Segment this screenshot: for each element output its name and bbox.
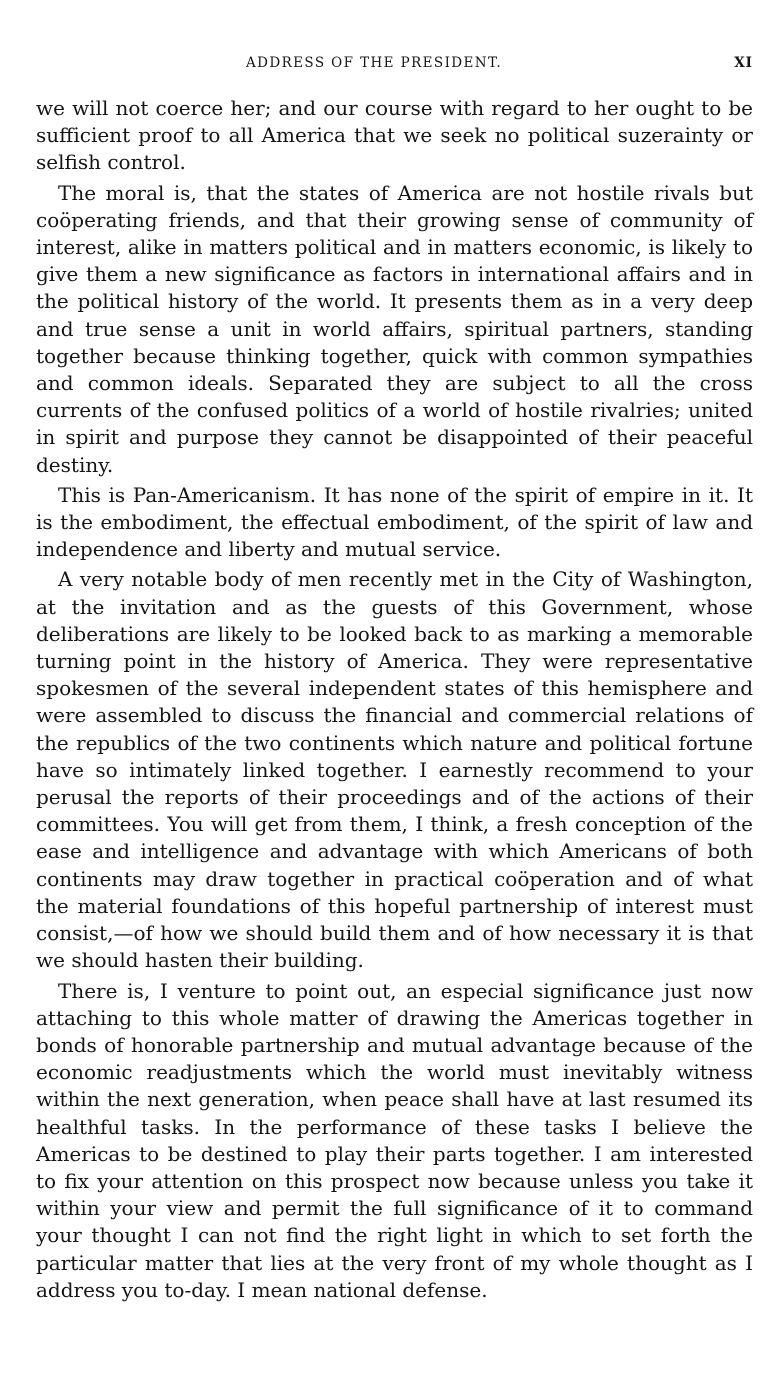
paragraph-moral: The moral is, that the states of America are not hostile rivals but coöperating friends, and that their growing sense of community of interest, alike in matters political and in matters economic, is likely to give them a new significance as factors in international affairs and in the political history of the world. It presents them as in a very deep and true sense a unit in world affairs, spiritual partners, standing together because thinking together, quick with common sympathies and common ideals. Separated they are subject to all the cross currents of the confused politics of a world of hostile rivalries; united in spirit and purpose they cannot be disappointed of their peaceful destiny. bbox=[36, 180, 753, 477]
address-text bbox=[36, 95, 753, 1307]
page-number: XI bbox=[734, 55, 753, 71]
running-header bbox=[36, 52, 753, 74]
running-title: ADDRESS OF THE PRESIDENT. bbox=[246, 55, 503, 71]
paragraph-washington-meeting: A very notable body of men recently met in the City of Washington, at the invitation and as the guests of this Government, whose deliberations are likely to be looked back to as marking a memorable turning point in the history of America. They were representative spokesmen of the several independent states of this hemisphere and were assembled to discuss the financial and commercial relations of the republics of the two continents which nature and political fortune have so intimately linked together. I earnestly recommend to your perusal the reports of their proceedings and of the actions of their committees. You will get from them, I think, a fresh conception of the ease and intelligence and advantage with which Americans of both continents may draw together in practical coöperation and of what the material foundations of this hopeful partnership of interest must consist,—of how we should build them and of how necessary it is that we should hasten their building. bbox=[36, 567, 753, 973]
paragraph-national-defense: There is, I venture to point out, an especial significance just now attaching to this whole matter of drawing the Americas together in bonds of honorable partnership and mutual advantage because of the economic readjustments which the world must inevitably witness within the next generation, when peace shall have at last resumed its healthful tasks. In the performance of these tasks I believe the Americas to be destined to play their parts together. I am interested to fix your attention on this prospect now because unless you take it within your view and permit the full significance of it to command your thought I can not find the right light in which to set forth the particular matter that lies at the very front of my whole thought as I address you to-day. I mean national defense. bbox=[36, 978, 753, 1302]
paragraph-coercion-continued: we will not coerce her; and our course with regard to her ought to be sufficient proof to all America that we seek no political suzerainty or selfish control. bbox=[36, 96, 753, 175]
paragraph-pan-americanism: This is Pan-Americanism. It has none of the spirit of empire in it. It is the embodiment, the effectual embodiment, of the spirit of law and independence and liberty and mutual service. bbox=[36, 482, 753, 562]
